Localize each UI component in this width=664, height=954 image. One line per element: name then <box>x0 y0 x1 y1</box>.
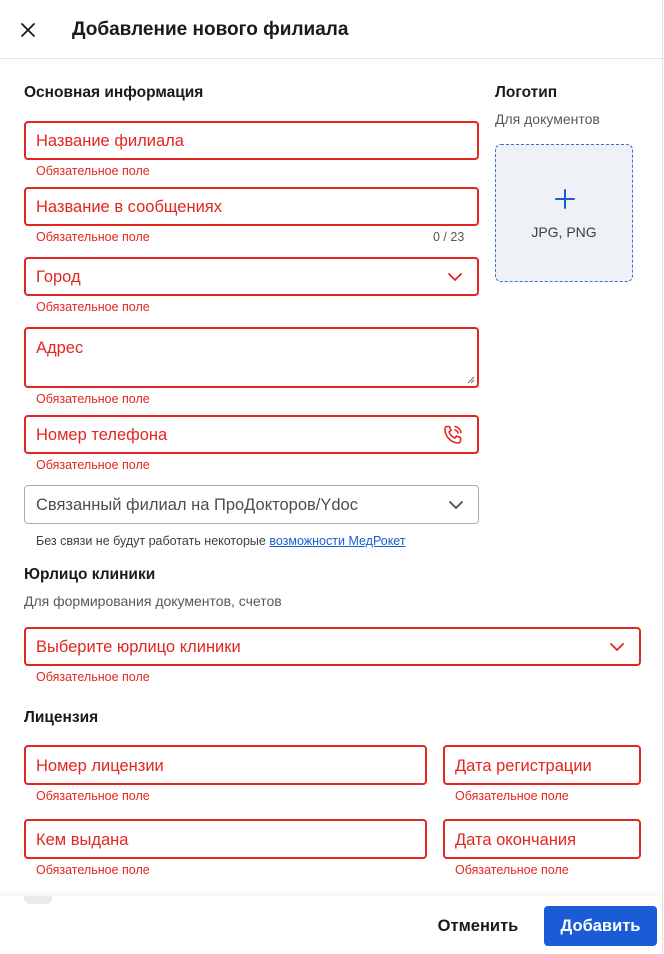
license-number-placeholder: Номер лицензии <box>36 757 164 775</box>
address-textarea[interactable] <box>24 327 479 388</box>
issued-by-placeholder: Кем выдана <box>36 831 129 849</box>
branch-name-input[interactable] <box>24 121 479 160</box>
phone-input[interactable] <box>24 415 479 454</box>
legal-entity-select[interactable] <box>24 627 641 666</box>
reg-date-placeholder: Дата регистрации <box>455 757 592 775</box>
city-placeholder: Город <box>36 268 81 286</box>
phone-placeholder: Номер телефона <box>36 426 168 444</box>
branch-name-error: Обязательное поле <box>36 164 150 178</box>
logo-formats: JPG, PNG <box>531 224 597 240</box>
hidden-toggle <box>24 896 52 904</box>
resize-handle-icon[interactable] <box>465 374 475 384</box>
issued-by-error: Обязательное поле <box>36 863 150 877</box>
phone-error: Обязательное поле <box>36 458 150 472</box>
dialog-header <box>0 0 664 59</box>
legal-entity-error: Обязательное поле <box>36 670 150 684</box>
reg-date-error: Обязательное поле <box>455 789 569 803</box>
legal-title: Юрлицо клиники <box>24 566 156 583</box>
message-name-counter: 0 / 23 <box>433 230 465 244</box>
linked-branch-select[interactable] <box>24 485 479 524</box>
end-date-error: Обязательное поле <box>455 863 569 877</box>
logo-subtitle: Для документов <box>495 111 600 127</box>
legal-subtitle: Для формирования документов, счетов <box>24 593 282 609</box>
add-button[interactable]: Добавить <box>544 906 657 946</box>
message-name-placeholder: Название в сообщениях <box>36 198 222 216</box>
chevron-down-icon <box>609 639 625 655</box>
chevron-down-icon <box>447 269 463 285</box>
issued-by-input[interactable] <box>24 819 427 859</box>
address-placeholder: Адрес <box>36 339 84 357</box>
linked-branch-placeholder: Связанный филиал на ПроДокторов/Ydoc <box>36 496 358 514</box>
linked-branch-note <box>36 533 406 549</box>
dialog-footer <box>0 896 662 954</box>
dialog-edge <box>662 0 663 954</box>
city-error: Обязательное поле <box>36 300 150 314</box>
linked-branch-note-text: Без связи не будут работать некоторые <box>36 534 270 548</box>
logo-title: Логотип <box>495 84 558 101</box>
dialog-title: Добавление нового филиала <box>72 19 349 40</box>
plus-icon <box>553 187 577 211</box>
close-button[interactable] <box>16 18 40 42</box>
close-icon[interactable] <box>20 22 36 38</box>
license-title: Лицензия <box>24 709 99 726</box>
main-info-title: Основная информация <box>24 84 204 101</box>
legal-entity-placeholder: Выберите юрлицо клиники <box>36 638 241 656</box>
end-date-input[interactable] <box>443 819 641 859</box>
license-number-input[interactable] <box>24 745 427 785</box>
address-error: Обязательное поле <box>36 392 150 406</box>
cancel-button[interactable]: Отменить <box>424 906 532 946</box>
reg-date-input[interactable] <box>443 745 641 785</box>
branch-name-placeholder: Название филиала <box>36 132 184 150</box>
message-name-error: Обязательное поле <box>36 230 150 244</box>
logo-upload-dropzone[interactable] <box>495 144 633 282</box>
city-select[interactable] <box>24 257 479 296</box>
chevron-down-icon <box>448 497 464 513</box>
phone-icon <box>441 423 465 447</box>
license-number-error: Обязательное поле <box>36 789 150 803</box>
medrocket-features-link[interactable]: возможности МедРокет <box>269 534 406 548</box>
end-date-placeholder: Дата окончания <box>455 831 577 849</box>
message-name-input[interactable] <box>24 187 479 226</box>
